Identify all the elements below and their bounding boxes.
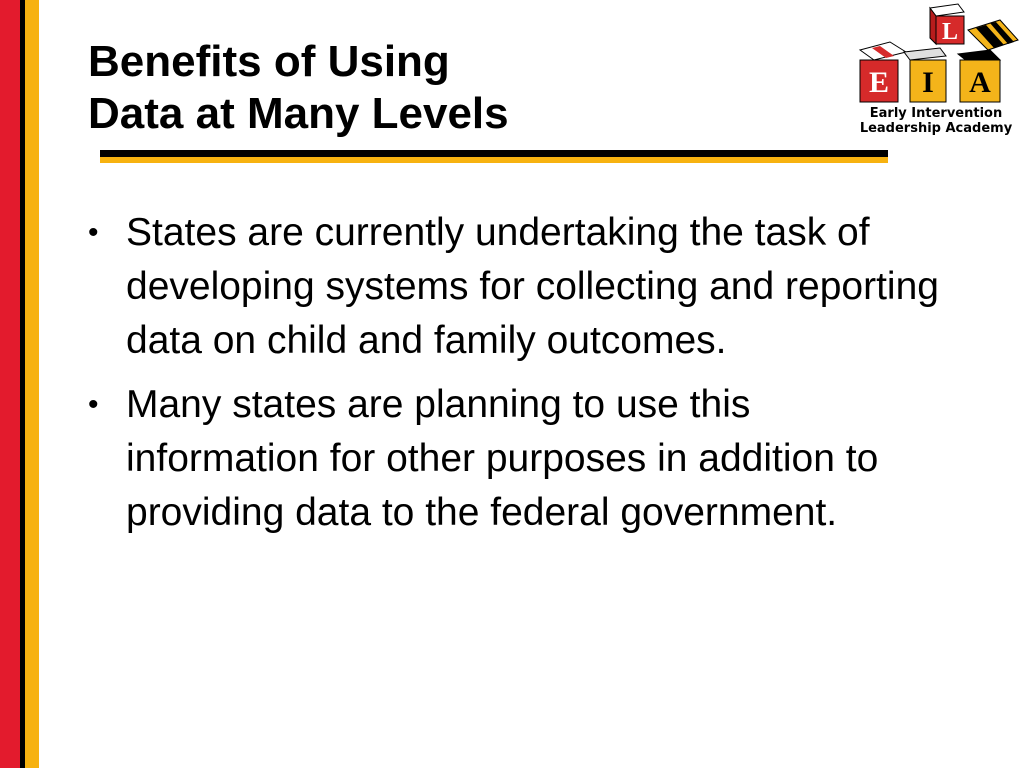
logo-caption-line-2: Leadership Academy <box>859 121 1013 136</box>
left-gold-stripe <box>25 0 39 768</box>
block-e <box>860 60 898 102</box>
bullet-dot-icon: • <box>88 216 99 249</box>
title-line-2: Data at Many Levels <box>88 89 509 138</box>
bullet-item <box>88 206 948 368</box>
block-l <box>930 4 964 45</box>
logo-caption-line-1: Early Intervention <box>869 106 1003 121</box>
bullet-list <box>88 206 948 550</box>
logo-caption <box>850 106 1022 136</box>
block-a <box>958 50 1000 102</box>
logo-letter-a: A <box>969 66 991 99</box>
logo-letter-e: E <box>868 66 890 99</box>
eila-logo <box>850 2 1022 140</box>
logo-letter-l: L <box>941 19 959 45</box>
bullet-text: Many states are planning to use this information for other purposes in addition to providing data to the federal government. <box>126 383 879 534</box>
bullet-item <box>88 378 948 540</box>
title-rule-black <box>100 150 888 157</box>
block-flag <box>968 20 1018 50</box>
block-cross <box>860 42 906 60</box>
slide-title <box>88 36 808 140</box>
title-line-1: Benefits of Using <box>88 37 450 86</box>
bullet-text: States are currently undertaking the task of developing systems for collecting and reporting data on child and family outcomes. <box>126 211 939 362</box>
letter-blocks-icon <box>850 2 1022 106</box>
left-red-stripe <box>0 0 20 768</box>
logo-letter-i: I <box>922 66 934 99</box>
block-i <box>904 48 946 102</box>
bullet-dot-icon: • <box>88 388 99 421</box>
title-rule-gold <box>100 157 888 163</box>
